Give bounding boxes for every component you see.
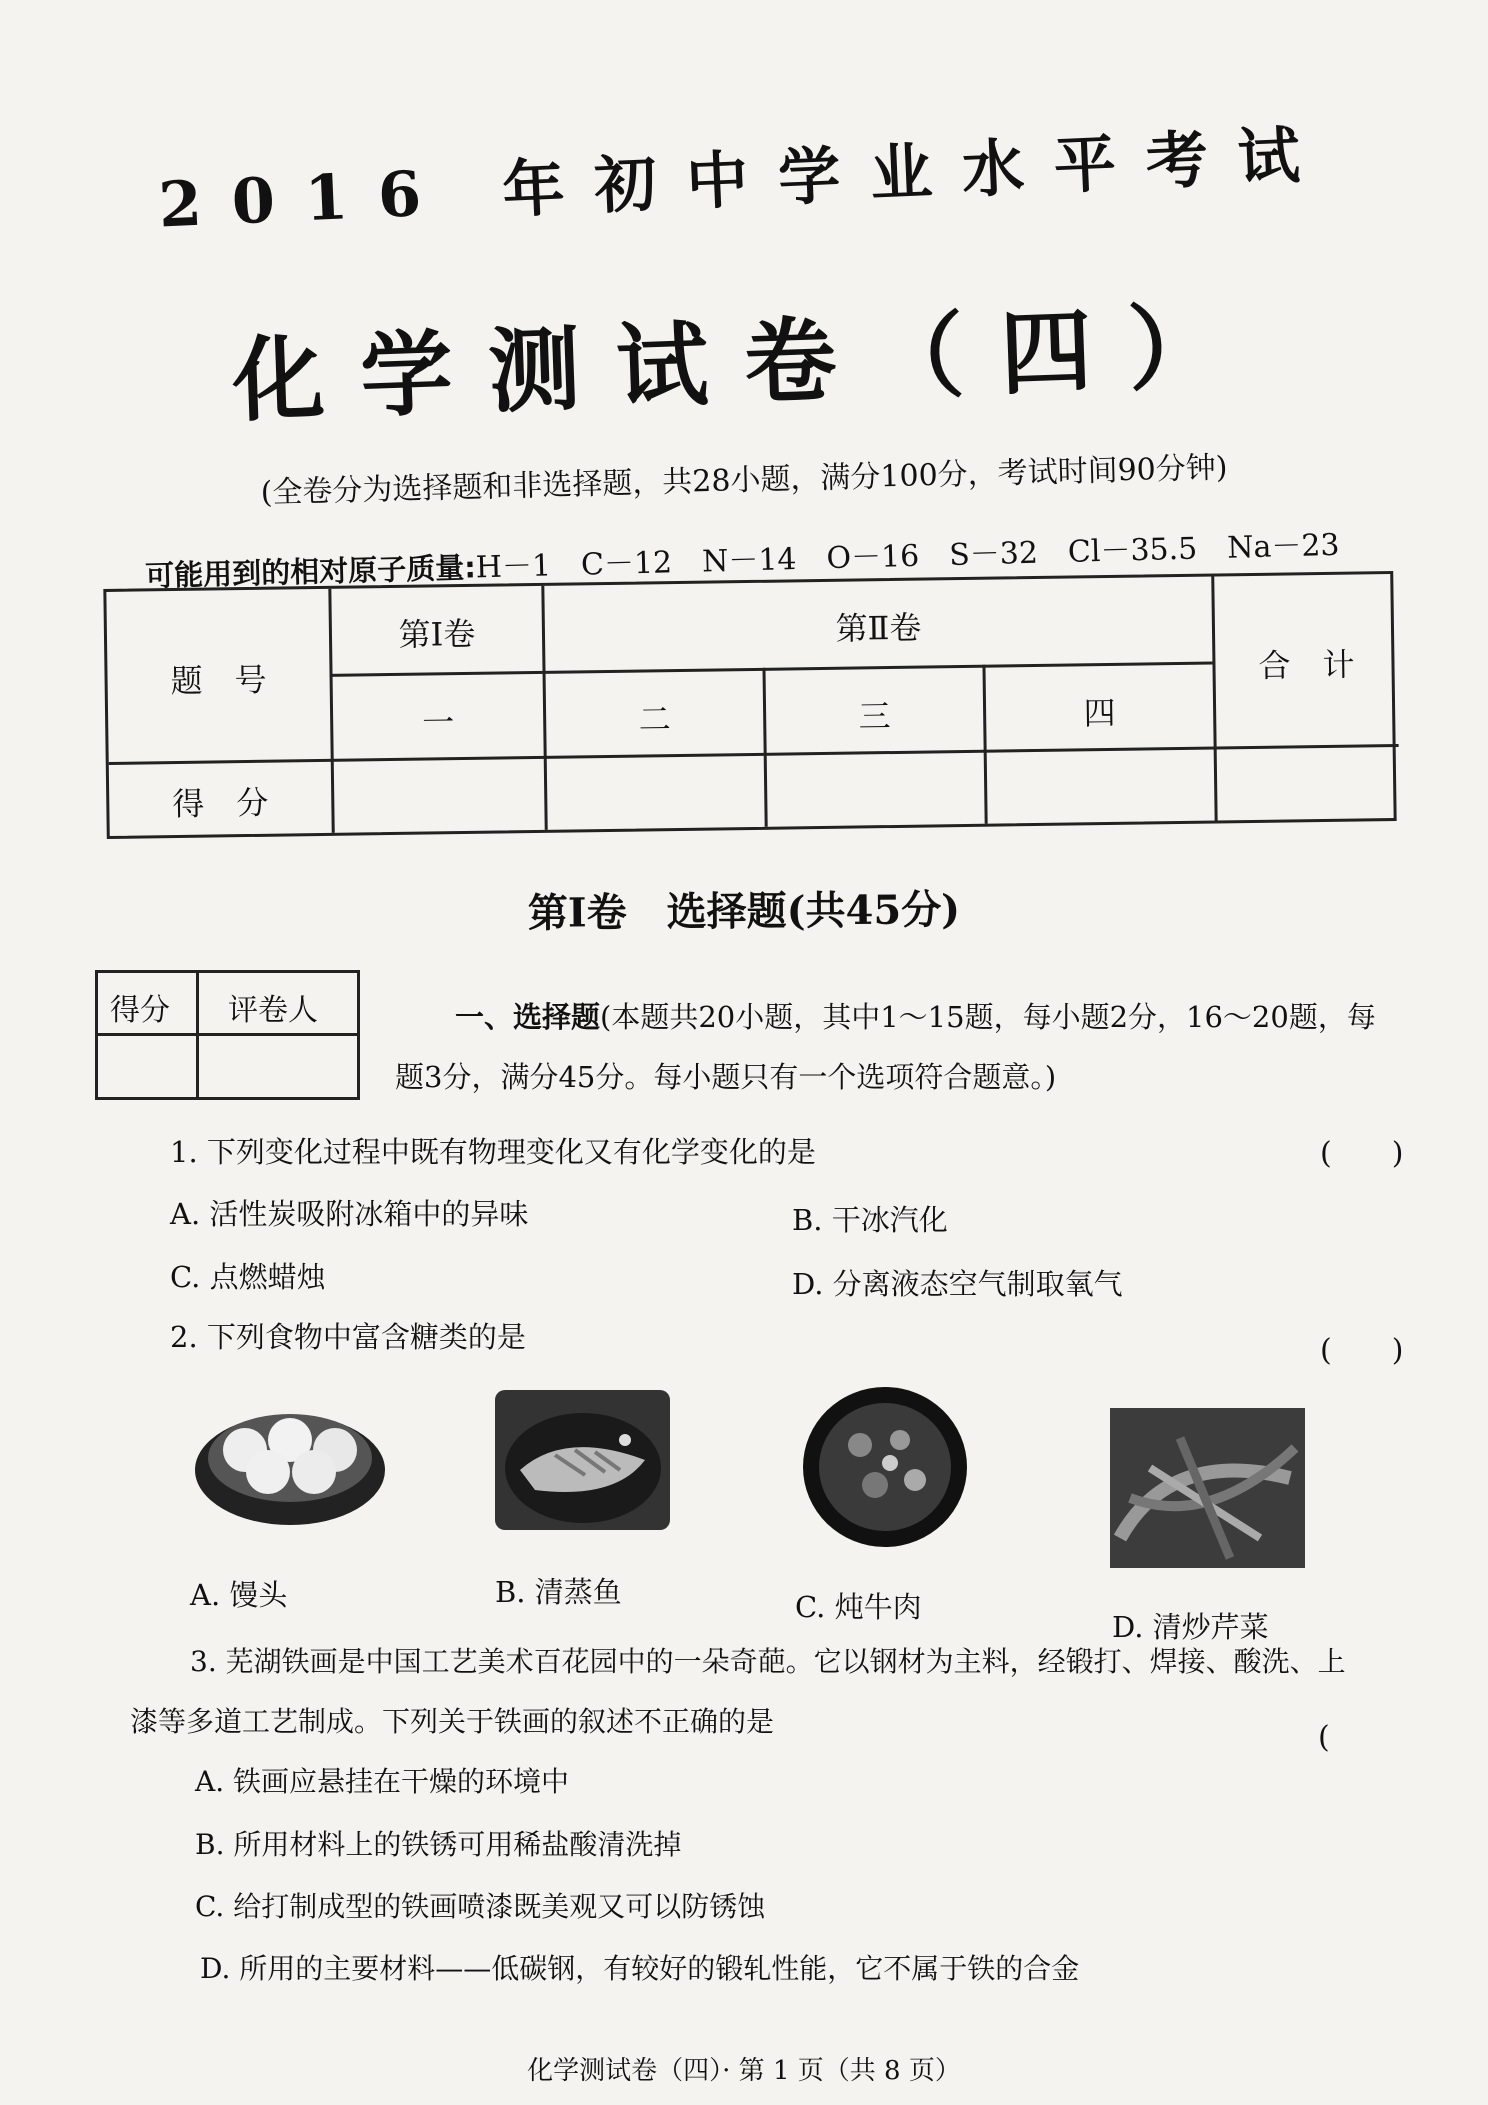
stir-fried-celery-image	[1110, 1408, 1305, 1568]
instruction-heading: 一、选择题	[455, 1000, 601, 1034]
instruction-text: (本题共20小题，其中1～15题，每小题2分，16～20题，每	[600, 1000, 1376, 1034]
q2-stem: 2. 下列食物中富含糖类的是	[170, 1320, 526, 1354]
q3-option-b: B. 所用材料上的铁锈可用稀盐酸清洗掉	[195, 1828, 682, 1861]
q3-option-c: C. 给打制成型的铁画喷漆既美观又可以防锈蚀	[195, 1890, 766, 1923]
row-header-question-number: 题 号	[170, 660, 267, 701]
atomic-mass-na: Na－23	[1226, 527, 1340, 566]
atomic-masses-label: 可能用到的相对原子质量:	[144, 550, 477, 594]
q1-answer-bracket: ( )	[1320, 1136, 1404, 1171]
steamed-fish-image	[495, 1390, 670, 1530]
paper-title: 化学测试卷（四）	[230, 291, 1258, 435]
part2-header: 第Ⅱ卷	[835, 608, 922, 648]
row-header-score: 得 分	[172, 783, 269, 824]
q1-option-c: C. 点燃蜡烛	[170, 1260, 326, 1294]
page-footer: 化学测试卷（四）· 第 1 页（共 8 页）	[527, 2056, 961, 2086]
section-title: 第Ⅰ卷 选择题(共45分)	[527, 886, 961, 937]
atomic-mass-s: S－32	[948, 535, 1039, 573]
grader-name-label: 评卷人	[228, 993, 318, 1028]
q3-option-a: A. 铁画应悬挂在干燥的环境中	[195, 1765, 570, 1798]
q1-option-d: D. 分离液态空气制取氧气	[792, 1267, 1123, 1301]
stewed-beef-image	[800, 1385, 970, 1550]
atomic-mass-n: N－14	[701, 541, 797, 580]
q2-answer-bracket: ( )	[1320, 1333, 1404, 1368]
q3-option-d: D. 所用的主要材料——低碳钢，有较好的锻轧性能，它不属于铁的合金	[200, 1952, 1080, 1985]
section-instruction-line1	[455, 995, 1376, 1036]
atomic-mass-cl: Cl－35.5	[1067, 531, 1198, 570]
section-header-2: 二	[638, 700, 671, 739]
part1-header: 第Ⅰ卷	[398, 614, 476, 654]
score-table	[103, 571, 1396, 839]
q1-stem: 1. 下列变化过程中既有物理变化又有化学变化的是	[170, 1135, 816, 1169]
q2-option-a: A. 馒头	[190, 1578, 288, 1612]
section-header-4: 四	[1083, 693, 1116, 733]
q3-stem-line2: 漆等多道工艺制成。下列关于铁画的叙述不正确的是	[130, 1705, 775, 1738]
q3-answer-bracket: (	[1318, 1720, 1330, 1755]
steamed-bun-image	[190, 1400, 390, 1530]
section-header-1: 一	[421, 703, 455, 742]
q1-option-b: B. 干冰汽化	[792, 1203, 948, 1237]
q2-option-b: B. 清蒸鱼	[495, 1575, 622, 1609]
q2-option-d: D. 清炒芹菜	[1112, 1610, 1269, 1644]
atomic-mass-o: O－16	[826, 538, 920, 577]
exam-title: 2016 年初中学业水平考试	[157, 117, 1332, 242]
grader-box	[95, 970, 360, 1100]
grader-score-label: 得分	[110, 993, 170, 1028]
section-instruction-line2: 题3分，满分45分。每小题只有一个选项符合题意。)	[395, 1060, 1057, 1094]
section-header-3: 三	[858, 697, 891, 736]
q2-option-c: C. 炖牛肉	[795, 1590, 922, 1624]
atomic-mass-h: H－1	[475, 548, 552, 586]
q1-option-a: A. 活性炭吸附冰箱中的异味	[170, 1197, 529, 1231]
paper-subtitle: (全卷分为选择题和非选择题，共28小题，满分100分，考试时间90分钟)	[260, 450, 1228, 511]
total-header: 合 计	[1258, 645, 1355, 685]
atomic-mass-c: C－12	[580, 545, 673, 583]
q3-stem-line1: 3. 芜湖铁画是中国工艺美术百花园中的一朵奇葩。它以钢材为主料，经锻打、焊接、酸洗、上	[190, 1645, 1346, 1678]
